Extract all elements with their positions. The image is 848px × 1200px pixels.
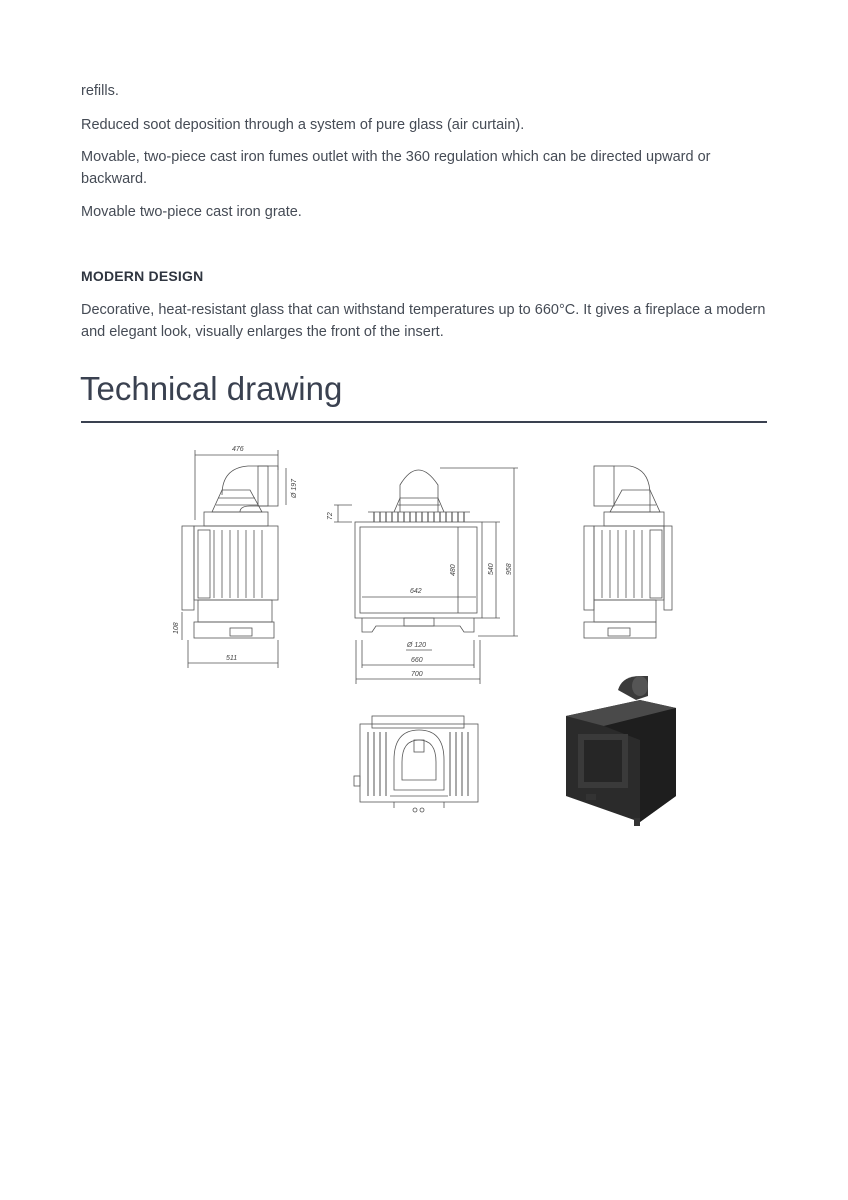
dim-side-depth: 511: [226, 655, 238, 662]
dim-glass-width: 642: [410, 588, 422, 595]
dim-body-height: 540: [488, 563, 495, 575]
dim-outlet-diameter: Ø 197: [291, 478, 298, 498]
dim-outlet-bottom: Ø 120: [407, 642, 427, 649]
dim-total-width: 700: [411, 671, 423, 678]
dim-glass-height: 480: [450, 564, 457, 576]
paragraph-outlet: Movable, two-piece cast iron fumes outlet with the 360 regulation which can be directed upward or backward.: [81, 149, 711, 187]
top-view: [354, 716, 478, 812]
front-view: [334, 468, 518, 684]
dim-leg-height: 108: [173, 622, 180, 634]
side-view: [182, 450, 286, 668]
modern-design-text: Decorative, heat-resistant glass that can withstand temperatures up to 660°C. It gives a fireplace a modern and elegant look, visually enlarges the front of the insert.: [81, 302, 766, 340]
modern-design-heading: MODERN DESIGN: [81, 268, 204, 284]
dim-total-height: 958: [506, 563, 513, 575]
paragraph-refills: refills.: [81, 83, 119, 99]
side-view-mirrored: [584, 466, 672, 638]
dim-side-width-top: 476: [232, 446, 244, 453]
stove-render: [566, 676, 676, 826]
dim-top-offset: 72: [327, 512, 334, 520]
dim-body-width: 660: [411, 657, 423, 664]
technical-drawing-title: Technical drawing: [80, 370, 343, 407]
paragraph-soot: Reduced soot deposition through a system of pure glass (air curtain).: [81, 117, 525, 133]
paragraph-grate: Movable two-piece cast iron grate.: [81, 204, 302, 220]
